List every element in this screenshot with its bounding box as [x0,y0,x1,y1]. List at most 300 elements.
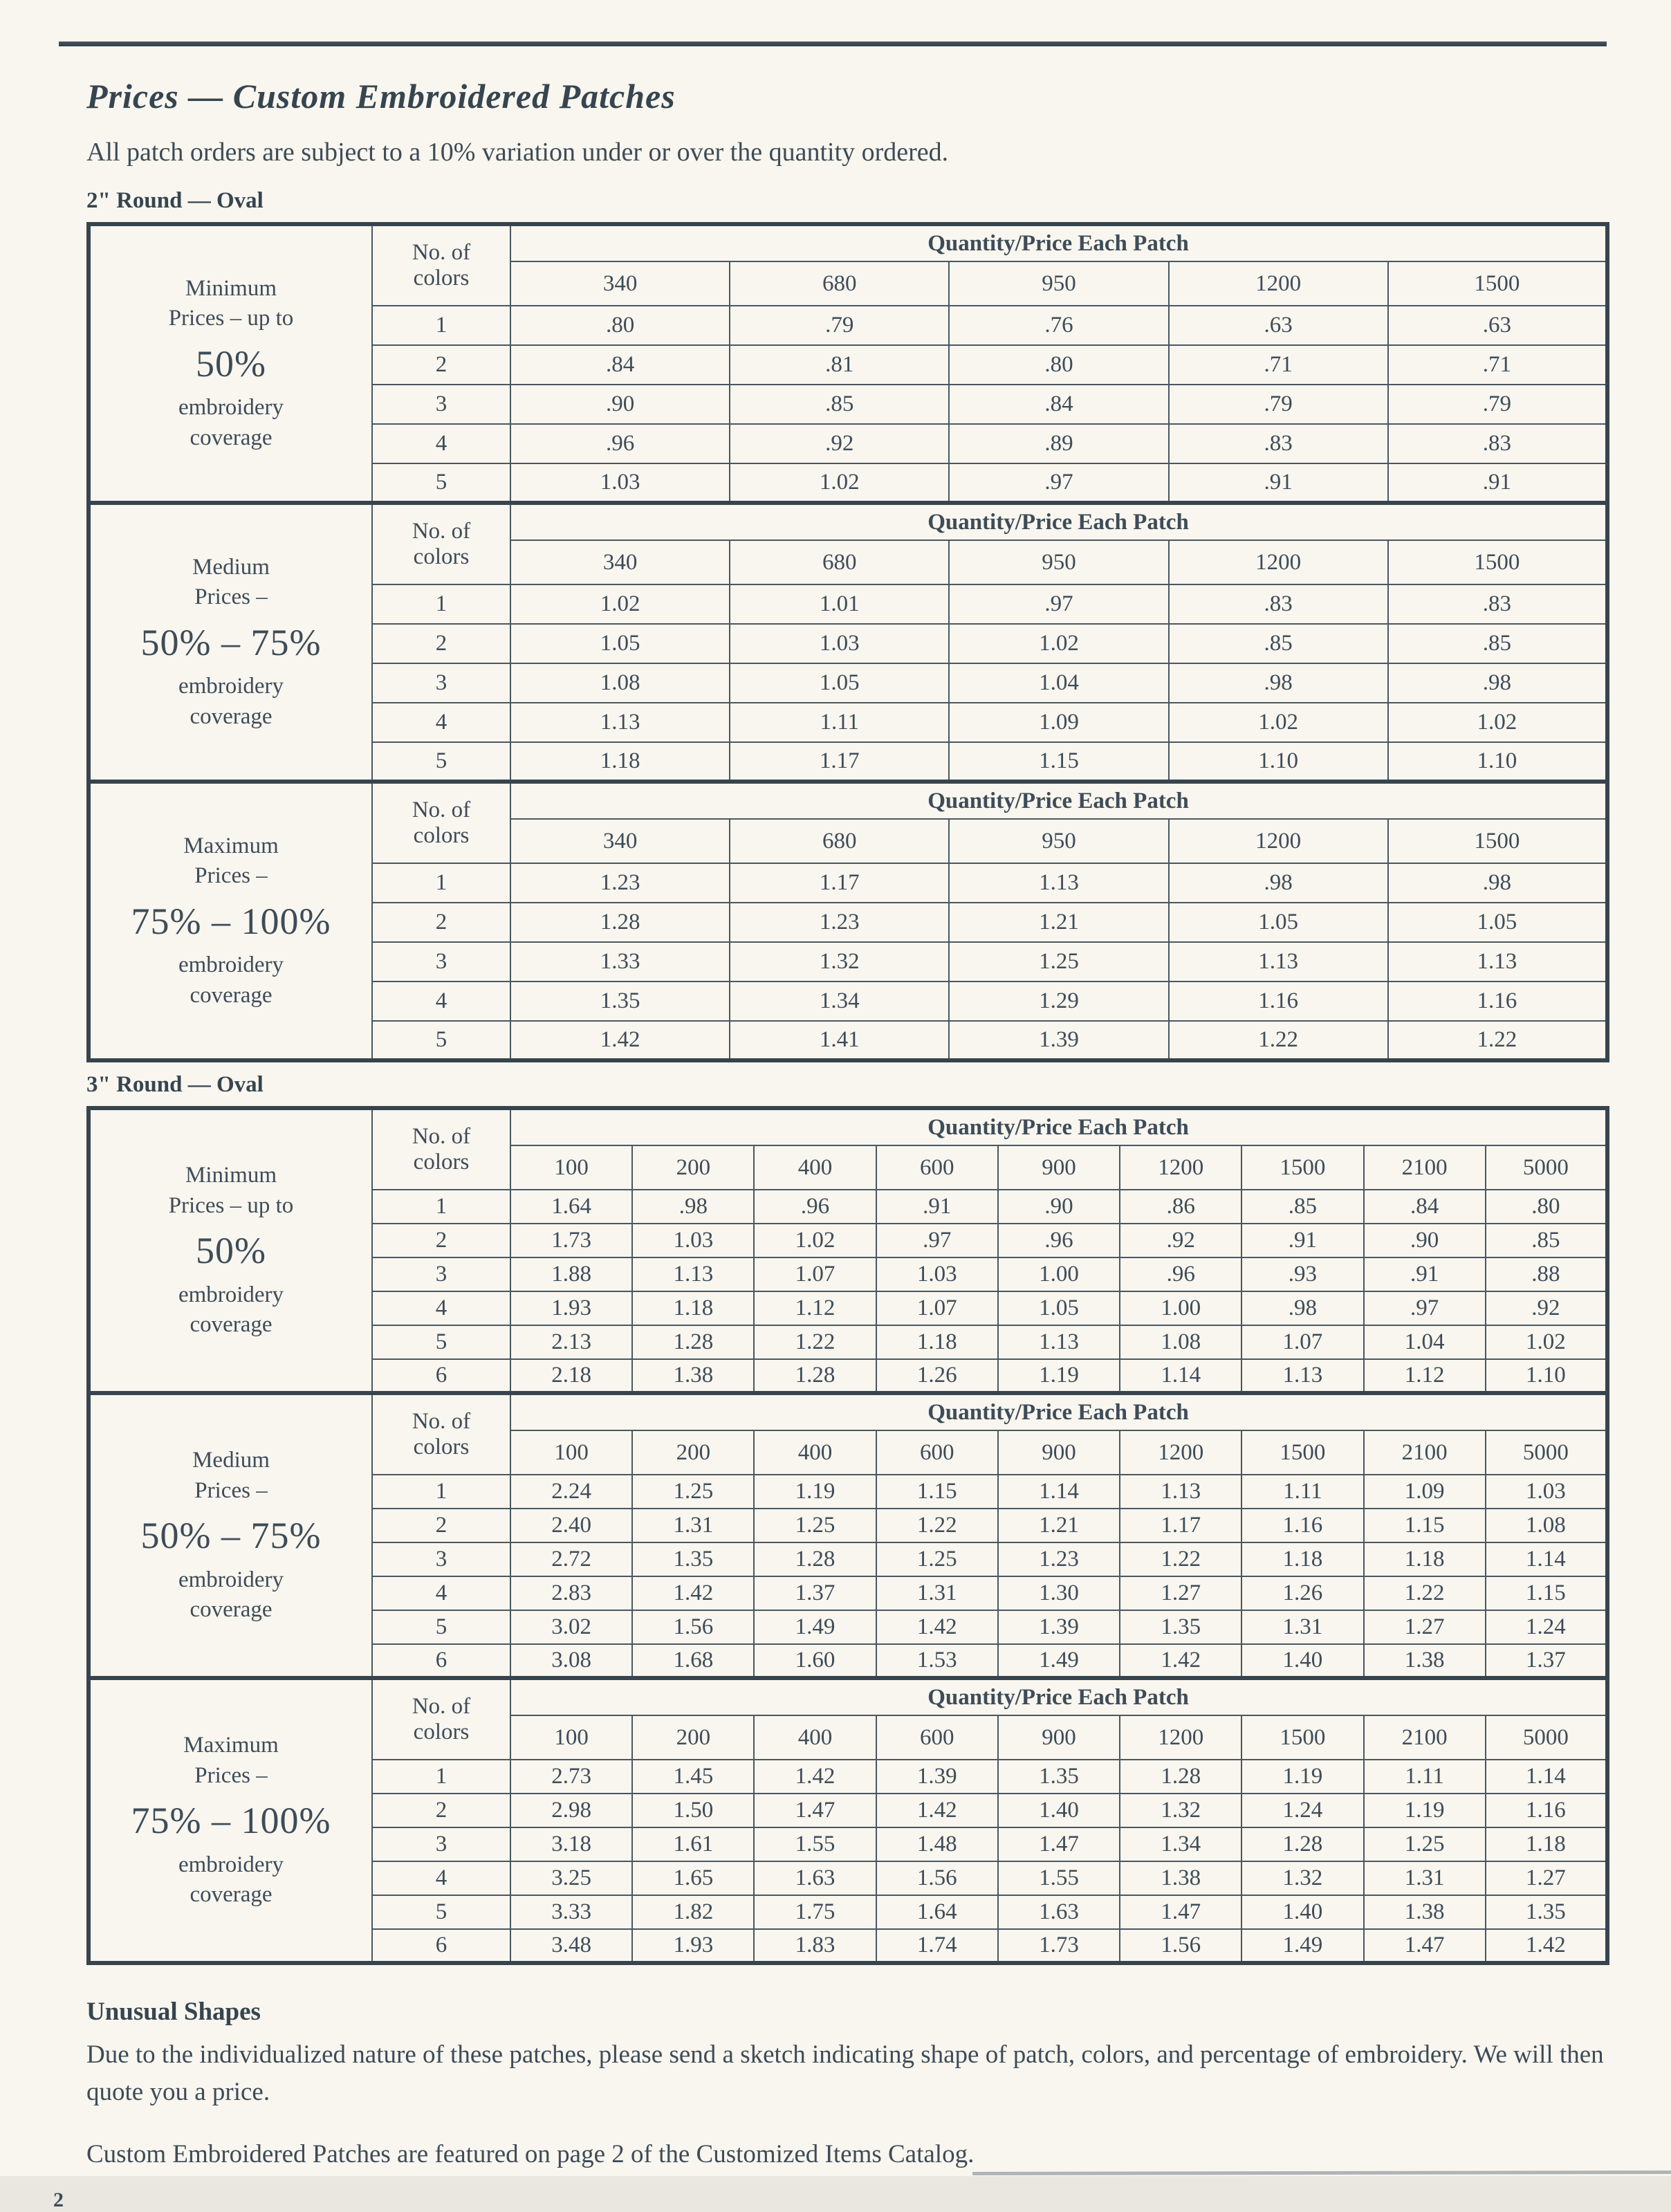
price-cell: 1.35 [1486,1895,1607,1929]
price-cell: 1.48 [876,1827,998,1861]
num-colors-cell: 5 [372,463,510,503]
price-cell: .91 [1241,1224,1363,1257]
quantity-price-header: Quantity/Price Each Patch [510,503,1607,540]
price-cell: .91 [1388,463,1607,503]
num-colors-cell: 1 [372,1190,510,1224]
price-cell: .98 [1388,663,1607,703]
price-cell: 1.03 [632,1224,754,1257]
price-cell: 1.42 [1120,1644,1241,1678]
label-line: embroidery [178,674,284,699]
num-colors-column-header [372,1108,510,1190]
num-colors-cell: 2 [372,1224,510,1257]
num-colors-cell: 3 [372,1827,510,1861]
price-cell: 1.37 [754,1576,876,1610]
label-line: Prices – [194,584,268,610]
quantity-price-header: Quantity/Price Each Patch [510,782,1607,819]
price-cell: 1.28 [1120,1760,1241,1794]
label-line: Maximum [183,833,279,858]
price-cell: 1.25 [632,1475,754,1509]
price-cell: 1.12 [1364,1359,1486,1393]
label-line: embroidery [178,952,284,978]
price-cell: 1.10 [1169,742,1388,782]
price-cell: 1.09 [949,703,1168,742]
price-cell: 3.33 [510,1895,632,1929]
price-cell: 1.38 [1364,1895,1486,1929]
price-cell: 1.10 [1388,742,1607,782]
label-coverage-percent: 50% [196,342,266,385]
price-cell: .79 [1169,385,1388,424]
quantity-price-header: Quantity/Price Each Patch [510,224,1607,261]
colors-header-line: colors [413,1435,470,1459]
section-heading-2in-round-oval: 2" Round — Oval [86,188,264,213]
price-cell: 1.42 [1486,1929,1607,1963]
price-cell: 3.18 [510,1827,632,1861]
price-cell: 1.19 [754,1475,876,1509]
quantity-header-cell: 950 [949,819,1168,863]
price-cell: 1.18 [1241,1542,1363,1576]
label-line: coverage [190,1882,273,1908]
quantity-header-cell: 900 [998,1145,1120,1190]
quantity-header-cell: 1500 [1388,261,1607,306]
price-cell: .92 [1486,1291,1607,1325]
price-cell: 1.93 [632,1929,754,1963]
price-band-label [89,1393,372,1678]
label-line: Minimum [185,275,277,301]
page-content [53,50,1607,2212]
colors-header-line: colors [413,1720,470,1744]
quantity-price-header: Quantity/Price Each Patch [510,1108,1607,1145]
price-cell: .90 [998,1190,1120,1224]
price-cell: 1.13 [1169,942,1388,981]
price-cell: .96 [510,424,730,463]
price-cell: 1.56 [632,1610,754,1644]
colors-header-line: No. of [412,1694,471,1720]
label-line: Medium [192,554,270,580]
price-cell: 1.03 [510,463,730,503]
price-cell: 1.15 [1486,1576,1607,1610]
price-cell: .63 [1388,306,1607,345]
price-cell: 1.13 [510,703,730,742]
price-cell: 1.25 [1364,1827,1486,1861]
quantity-header-cell: 600 [876,1430,998,1475]
price-cell: 1.31 [876,1576,998,1610]
price-cell: 2.18 [510,1359,632,1393]
price-cell: 1.01 [730,584,949,624]
price-cell: .91 [876,1190,998,1224]
price-cell: 1.09 [1364,1475,1486,1509]
price-band-label [89,224,372,503]
colors-header-line: colors [413,823,470,848]
price-cell: 1.74 [876,1929,998,1963]
price-cell: 1.16 [1169,981,1388,1021]
price-cell: 1.35 [1120,1610,1241,1644]
price-cell: 2.83 [510,1576,632,1610]
price-cell: 1.11 [1241,1475,1363,1509]
price-table-2in-medium [86,501,1609,784]
price-cell: 1.18 [510,742,730,782]
num-colors-cell: 4 [372,1291,510,1325]
quantity-header-cell: 950 [949,261,1168,306]
price-cell: 1.13 [998,1325,1120,1359]
price-cell: 1.14 [1120,1359,1241,1393]
price-cell: 1.14 [998,1475,1120,1509]
price-cell: .79 [730,306,949,345]
num-colors-cell: 1 [372,1760,510,1794]
quantity-header-cell: 200 [632,1715,754,1760]
quantity-header-cell: 900 [998,1715,1120,1760]
price-cell: 1.40 [998,1794,1120,1827]
price-cell: .83 [1388,584,1607,624]
price-cell: .80 [949,345,1168,385]
price-table-2in-maximum [86,780,1609,1062]
price-cell: 1.08 [510,663,730,703]
price-cell: .80 [510,306,730,345]
price-cell: 1.27 [1364,1610,1486,1644]
price-cell: 1.37 [1486,1644,1607,1678]
price-cell: 1.32 [1241,1861,1363,1895]
price-cell: 1.08 [1486,1509,1607,1542]
price-cell: 1.47 [754,1794,876,1827]
quantity-header-cell: 600 [876,1715,998,1760]
num-colors-cell: 2 [372,345,510,385]
price-cell: 1.18 [632,1291,754,1325]
top-rule [59,42,1607,46]
price-cell: 1.05 [1169,903,1388,942]
price-band-label [89,782,372,1060]
price-cell: 1.39 [998,1610,1120,1644]
num-colors-cell: 4 [372,703,510,742]
price-cell: 1.38 [1120,1861,1241,1895]
colors-header-line: colors [413,266,470,291]
price-cell: 1.75 [754,1895,876,1929]
label-line: coverage [190,703,273,729]
price-cell: 1.26 [1241,1576,1363,1610]
price-cell: .91 [1364,1257,1486,1291]
header-row-1 [89,1393,1607,1430]
price-cell: 1.16 [1241,1509,1363,1542]
price-cell: 3.02 [510,1610,632,1644]
price-cell: 1.32 [730,942,949,981]
price-band-label [89,1108,372,1393]
price-cell: 1.42 [876,1794,998,1827]
price-cell: 1.04 [1364,1325,1486,1359]
num-colors-column-header [372,503,510,584]
quantity-header-cell: 600 [876,1145,998,1190]
price-cell: 1.22 [1364,1576,1486,1610]
price-cell: 1.28 [1241,1827,1363,1861]
price-cell: 1.68 [632,1644,754,1678]
num-colors-cell: 5 [372,1325,510,1359]
price-band-label [89,503,372,782]
price-cell: 1.45 [632,1760,754,1794]
price-cell: 1.03 [730,624,949,663]
price-cell: 1.02 [1169,703,1388,742]
price-cell: 1.64 [876,1895,998,1929]
num-colors-cell: 2 [372,624,510,663]
price-cell: 1.05 [730,663,949,703]
price-cell: 1.17 [730,863,949,903]
label-coverage-percent: 50% – 75% [140,621,322,663]
price-cell: 1.27 [1120,1576,1241,1610]
price-cell: .81 [730,345,949,385]
price-cell: 1.02 [1486,1325,1607,1359]
price-cell: .96 [998,1224,1120,1257]
unusual-shapes-heading: Unusual Shapes [86,1998,261,2026]
label-line: Medium [192,1448,270,1473]
num-colors-cell: 3 [372,1257,510,1291]
price-cell: .97 [876,1224,998,1257]
price-cell: 1.38 [1364,1644,1486,1678]
price-cell: 1.42 [632,1576,754,1610]
label-line: Maximum [183,1733,279,1758]
price-cell: 1.47 [1120,1895,1241,1929]
price-cell: 1.22 [754,1325,876,1359]
price-cell: 1.13 [1388,942,1607,981]
price-cell: 1.30 [998,1576,1120,1610]
price-cell: 1.21 [998,1509,1120,1542]
section-heading-3in-round-oval: 3" Round — Oval [86,1072,264,1097]
page-title: Prices — Custom Embroidered Patches [86,77,676,116]
price-cell: 1.49 [754,1610,876,1644]
price-cell: 1.63 [998,1895,1120,1929]
price-cell: 1.47 [998,1827,1120,1861]
price-cell: 1.13 [1241,1359,1363,1393]
num-colors-cell: 1 [372,306,510,345]
header-row-1 [89,782,1607,819]
price-cell: 1.17 [730,742,949,782]
price-cell: 1.11 [730,703,949,742]
price-cell: 2.73 [510,1760,632,1794]
label-line: Prices – up to [168,1192,294,1218]
num-colors-cell: 6 [372,1644,510,1678]
quantity-header-cell: 2100 [1364,1715,1486,1760]
price-cell: 1.23 [998,1542,1120,1576]
price-cell: 1.38 [632,1359,754,1393]
price-cell: 1.14 [1486,1542,1607,1576]
price-cell: 1.08 [1120,1325,1241,1359]
price-cell: 1.42 [510,1021,730,1060]
price-cell: 1.15 [1364,1509,1486,1542]
price-cell: 2.24 [510,1475,632,1509]
quantity-header-cell: 1200 [1169,540,1388,584]
catalog-note: Custom Embroidered Patches are featured on page 2 of the Customized Items Catalog. [86,2140,975,2169]
price-cell: 1.63 [754,1861,876,1895]
price-cell: 3.48 [510,1929,632,1963]
quantity-header-cell: 1500 [1241,1715,1363,1760]
price-cell: 1.28 [632,1325,754,1359]
price-cell: 1.28 [754,1542,876,1576]
price-cell: 2.13 [510,1325,632,1359]
price-cell: 2.40 [510,1509,632,1542]
price-cell: 1.19 [1241,1760,1363,1794]
label-line: Prices – [194,863,268,889]
price-cell: 1.15 [949,742,1168,782]
num-colors-cell: 3 [372,1542,510,1576]
label-line: Minimum [185,1163,277,1188]
price-cell: 1.73 [998,1929,1120,1963]
quantity-header-cell: 1200 [1169,819,1388,863]
num-colors-cell: 2 [372,903,510,942]
label-coverage-percent: 75% – 100% [131,900,331,942]
unusual-shapes-text: Due to the individualized nature of these patches, please send a sketch indicating shape of patch, colors, and percentage of embroidery. We will then quote you a price. [86,2040,1604,2106]
price-cell: 1.16 [1486,1794,1607,1827]
price-cell: .98 [1169,863,1388,903]
price-cell: 1.40 [1241,1895,1363,1929]
num-colors-cell: 4 [372,1861,510,1895]
price-cell: 1.05 [998,1291,1120,1325]
num-colors-cell: 1 [372,584,510,624]
quantity-header-cell: 1200 [1120,1145,1241,1190]
num-colors-cell: 5 [372,1610,510,1644]
price-cell: 1.13 [949,863,1168,903]
price-cell: .71 [1388,345,1607,385]
price-cell: 1.49 [998,1644,1120,1678]
price-cell: 1.25 [754,1509,876,1542]
num-colors-column-header [372,782,510,863]
num-colors-cell: 6 [372,1929,510,1963]
price-cell: 1.24 [1486,1610,1607,1644]
price-cell: 1.56 [876,1861,998,1895]
quantity-header-cell: 5000 [1486,1430,1607,1475]
price-cell: 1.31 [1364,1861,1486,1895]
price-cell: 1.31 [1241,1610,1363,1644]
price-cell: 1.22 [1120,1542,1241,1576]
price-cell: 1.65 [632,1861,754,1895]
quantity-header-cell: 100 [510,1715,632,1760]
quantity-header-cell: 400 [754,1145,876,1190]
header-row-1 [89,224,1607,261]
price-cell: .96 [1120,1257,1241,1291]
quantity-header-cell: 1500 [1388,540,1607,584]
price-cell: 1.02 [510,584,730,624]
price-cell: 1.53 [876,1644,998,1678]
price-cell: 1.07 [1241,1325,1363,1359]
quantity-header-cell: 950 [949,540,1168,584]
label-line: embroidery [178,1852,284,1877]
label-line: coverage [190,425,273,450]
price-cell: 1.40 [1241,1644,1363,1678]
price-cell: 1.27 [1486,1861,1607,1895]
price-cell: 1.35 [510,981,730,1021]
quantity-header-cell: 5000 [1486,1715,1607,1760]
price-cell: .85 [1486,1224,1607,1257]
quantity-header-cell: 340 [510,819,730,863]
price-cell: 1.82 [632,1895,754,1929]
price-cell: .96 [754,1190,876,1224]
price-cell: 1.34 [730,981,949,1021]
price-cell: 1.24 [1241,1794,1363,1827]
num-colors-cell: 5 [372,1021,510,1060]
price-cell: 1.03 [876,1257,998,1291]
quantity-header-cell: 2100 [1364,1430,1486,1475]
price-cell: 1.19 [1364,1794,1486,1827]
label-line: coverage [190,982,273,1008]
price-cell: 1.35 [998,1760,1120,1794]
price-cell: 1.22 [876,1509,998,1542]
price-cell: 2.72 [510,1542,632,1576]
label-line: Prices – [194,1477,268,1503]
price-cell: 1.00 [998,1257,1120,1291]
num-colors-cell: 3 [372,663,510,703]
num-colors-cell: 2 [372,1794,510,1827]
price-cell: 1.56 [1120,1929,1241,1963]
price-cell: 1.49 [1241,1929,1363,1963]
colors-header-line: colors [413,544,470,569]
price-cell: 1.10 [1486,1359,1607,1393]
price-cell: .98 [632,1190,754,1224]
label-line: embroidery [178,1567,284,1592]
price-cell: 1.26 [876,1359,998,1393]
price-cell: 1.32 [1120,1794,1241,1827]
price-cell: .97 [949,463,1168,503]
header-row-1 [89,1108,1607,1145]
price-cell: .92 [730,424,949,463]
num-colors-cell: 5 [372,742,510,782]
price-cell: 1.19 [998,1359,1120,1393]
price-cell: 1.39 [949,1021,1168,1060]
price-cell: 1.07 [876,1291,998,1325]
price-cell: .97 [949,584,1168,624]
intro-text: All patch orders are subject to a 10% variation under or over the quantity ordered. [86,138,949,167]
quantity-header-cell: 1500 [1241,1145,1363,1190]
num-colors-cell: 3 [372,942,510,981]
label-line: Prices – up to [168,306,294,331]
quantity-header-cell: 680 [730,819,949,863]
price-cell: 1.04 [949,663,1168,703]
price-cell: 1.83 [754,1929,876,1963]
price-cell: 3.25 [510,1861,632,1895]
label-line: coverage [190,1597,273,1623]
price-cell: 1.02 [1388,703,1607,742]
price-cell: 1.02 [949,624,1168,663]
quantity-header-cell: 1500 [1388,819,1607,863]
quantity-price-header: Quantity/Price Each Patch [510,1393,1607,1430]
colors-header-line: No. of [412,240,471,266]
tables-2in [86,222,1607,1062]
quantity-header-cell: 400 [754,1430,876,1475]
price-cell: .84 [510,345,730,385]
quantity-header-cell: 100 [510,1430,632,1475]
price-cell: .85 [1388,624,1607,663]
price-cell: 1.28 [754,1359,876,1393]
quantity-header-cell: 900 [998,1430,1120,1475]
price-cell: 1.55 [754,1827,876,1861]
price-table-3in-minimum [86,1106,1609,1395]
price-cell: .86 [1120,1190,1241,1224]
price-cell: .97 [1364,1291,1486,1325]
price-cell: .83 [1169,584,1388,624]
price-cell: 1.55 [998,1861,1120,1895]
price-cell: 1.41 [730,1021,949,1060]
price-cell: 1.17 [1120,1509,1241,1542]
price-cell: 1.39 [876,1760,998,1794]
price-cell: .83 [1169,424,1388,463]
quantity-header-cell: 1200 [1169,261,1388,306]
price-cell: 1.42 [876,1610,998,1644]
price-table-3in-medium [86,1391,1609,1680]
quantity-header-cell: 400 [754,1715,876,1760]
num-colors-cell: 1 [372,1475,510,1509]
price-cell: 1.88 [510,1257,632,1291]
price-cell: 1.14 [1486,1760,1607,1794]
price-cell: 1.34 [1120,1827,1241,1861]
price-cell: .90 [1364,1224,1486,1257]
num-colors-cell: 5 [372,1895,510,1929]
price-cell: 1.18 [1364,1542,1486,1576]
num-colors-cell: 3 [372,385,510,424]
price-cell: 1.31 [632,1509,754,1542]
num-colors-cell: 4 [372,424,510,463]
